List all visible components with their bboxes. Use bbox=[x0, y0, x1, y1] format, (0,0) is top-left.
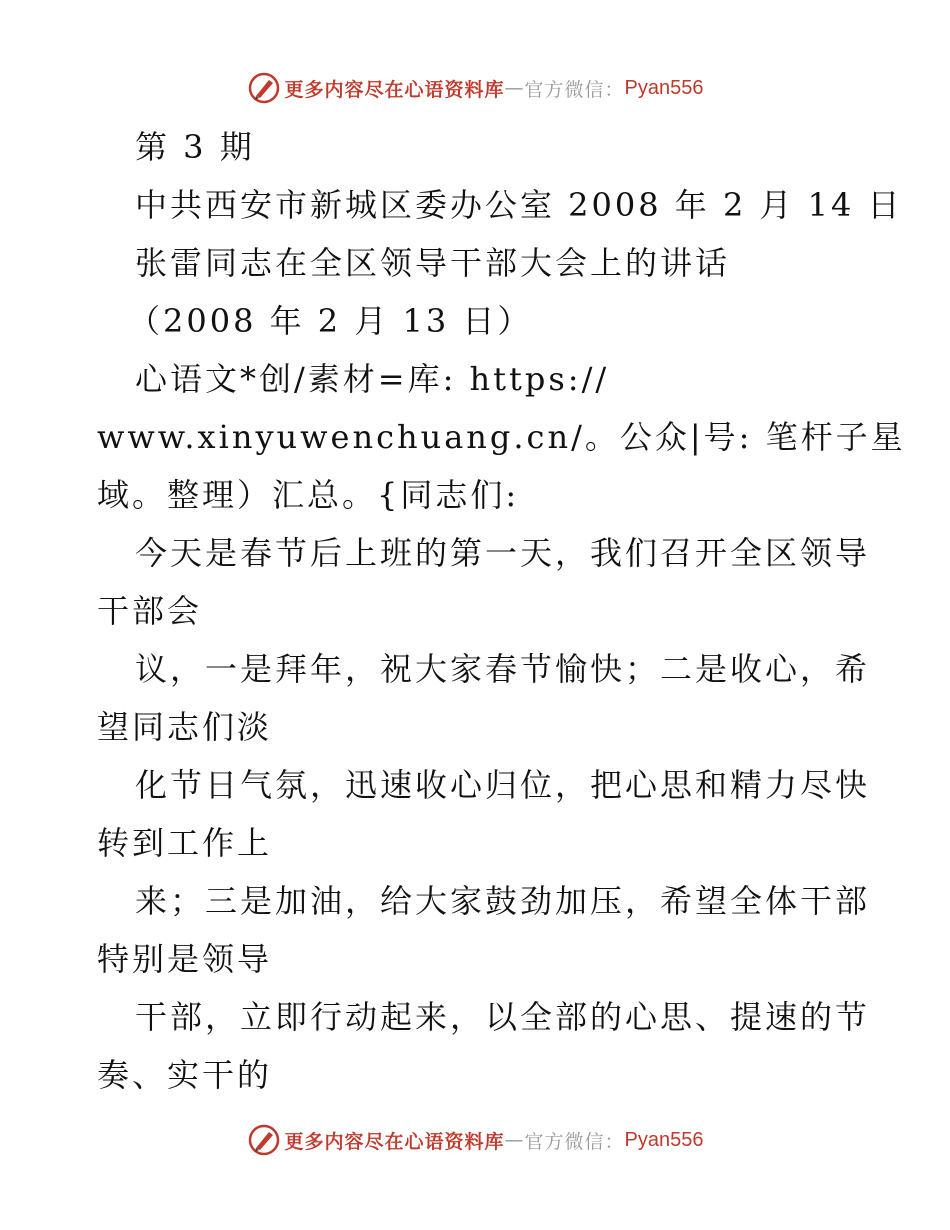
paragraph-line: 今天是春节后上班的第一天，我们召开全区领导 bbox=[135, 534, 871, 572]
source-note-line: 心语文*创/素材=库: https:// bbox=[135, 360, 610, 398]
issue-number: 第 3 期 bbox=[135, 128, 255, 166]
banner-wechat-label: 官方微信： bbox=[524, 1130, 625, 1153]
footer-watermark-banner bbox=[0, 1120, 950, 1160]
paragraph-line: 特别是领导 bbox=[97, 940, 273, 978]
paragraph-line: 议，一是拜年，祝大家春节愉快；二是收心，希 bbox=[135, 650, 871, 688]
pen-logo-icon bbox=[247, 71, 281, 105]
banner-wechat-id: Pyan556 bbox=[624, 76, 704, 99]
paragraph-line: 干部会 bbox=[97, 592, 203, 630]
speech-title: 张雷同志在全区领导干部大会上的讲话 bbox=[135, 244, 731, 282]
paragraph-line: 化节日气氛，迅速收心归位，把心思和精力尽快 bbox=[135, 766, 871, 804]
header-watermark-banner bbox=[0, 68, 950, 108]
paragraph-line: 奏、实干的 bbox=[97, 1056, 273, 1094]
speech-date: （2008 年 2 月 13 日） bbox=[128, 302, 533, 340]
paragraph-line: 干部，立即行动起来，以全部的心思、提速的节 bbox=[135, 998, 871, 1036]
banner-wechat-id: Pyan556 bbox=[624, 1128, 704, 1151]
paragraph-line: 来；三是加油，给大家鼓劲加压，希望全体干部 bbox=[135, 882, 871, 920]
source-note-line: www.xinyuwenchuang.cn/。公众|号: 笔杆子星 bbox=[97, 418, 906, 456]
banner-dash: — bbox=[504, 77, 525, 99]
issuer-date: 中共西安市新城区委办公室 2008 年 2 月 14 日 bbox=[135, 186, 903, 224]
banner-text: 更多内容尽在心语资料库 bbox=[284, 1130, 505, 1153]
pen-logo-icon bbox=[247, 1123, 281, 1157]
banner-wechat-label: 官方微信： bbox=[524, 78, 625, 101]
source-note-line: 域。整理）汇总。{同志们: bbox=[97, 476, 520, 514]
paragraph-line: 望同志们淡 bbox=[97, 708, 273, 746]
paragraph-line: 转到工作上 bbox=[97, 824, 273, 862]
banner-dash: — bbox=[504, 1129, 525, 1151]
banner-text: 更多内容尽在心语资料库 bbox=[284, 78, 505, 101]
